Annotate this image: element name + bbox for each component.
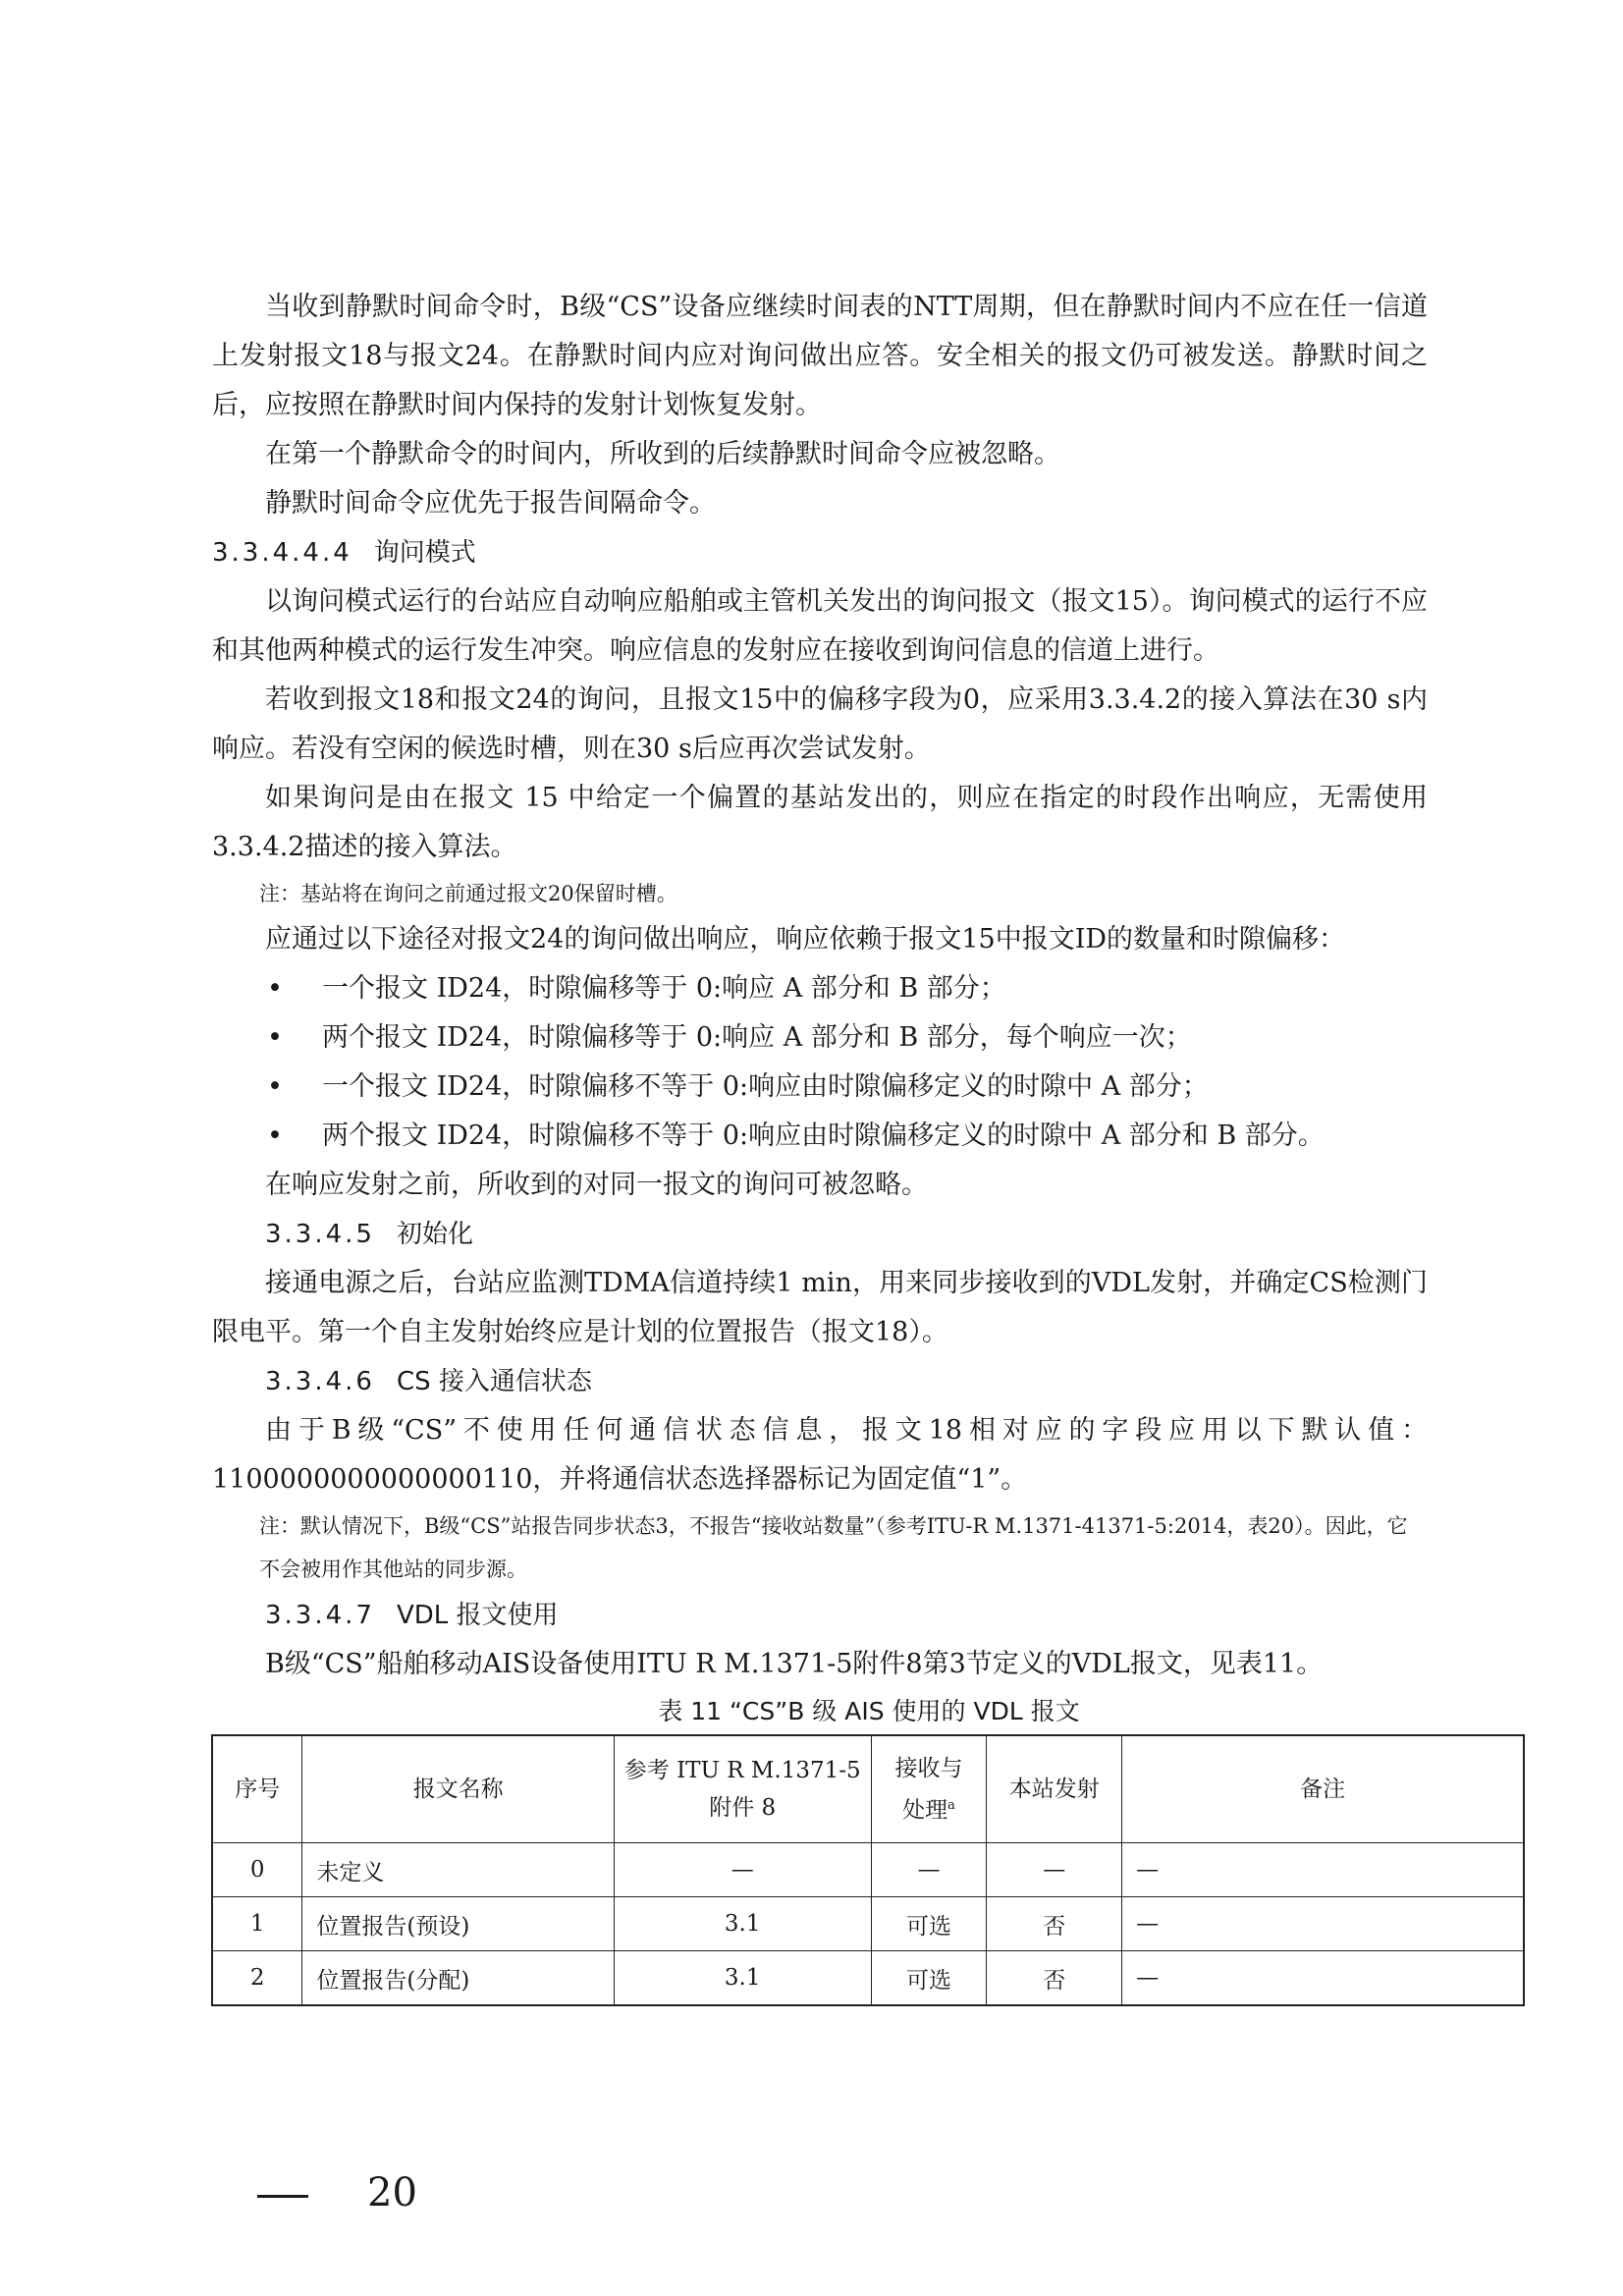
table-caption: 表 11 “CS”B 级 AIS 使用的 VDL 报文 <box>658 1697 1080 1725</box>
cell-name: 未定义 <box>302 1843 614 1897</box>
header-seq: 序号 <box>212 1735 302 1843</box>
list-item: • 一个报文 ID24，时隙偏移等于 0:响应 A 部分和 B 部分； <box>212 964 1428 1013</box>
list-item: • 一个报文 ID24，时隙偏移不等于 0:响应由时隙偏移定义的时隙中 A 部分； <box>212 1063 1428 1112</box>
table-row <box>212 1843 1524 1897</box>
paragraph: 在响应发射之前，所收到的对同一报文的询问可被忽略。 <box>265 1170 928 1200</box>
cell-remark: — <box>1122 1897 1524 1951</box>
section-number: 3.3.4.5 <box>265 1220 375 1249</box>
section-title: 初始化 <box>396 1220 473 1249</box>
cell-seq: 0 <box>212 1843 302 1897</box>
footnote-marker: a <box>947 1797 955 1813</box>
cell-name: 位置报告(预设) <box>302 1897 614 1951</box>
note: 注：默认情况下，B级“CS”站报告同步状态3，不报告“接收站数量”（参考ITU-R M.1371-41371-5:2014，表20）。因此，它不会被用作其他站的同步源。 <box>259 1514 1408 1581</box>
bullet-icon: • <box>267 973 283 1004</box>
bullet-icon: • <box>267 1071 283 1102</box>
table-row <box>212 1897 1524 1951</box>
cell-tx: — <box>987 1843 1122 1897</box>
cell-name: 位置报告(分配) <box>302 1951 614 2006</box>
paragraph: 由于B级“CS”不使用任何通信状态信息，报文18相对应的字段应用以下默认值：1100000000000000110，并将通信状态选择器标记为固定值“1”。 <box>212 1415 1428 1495</box>
section-number: 3.3.4.7 <box>265 1601 375 1630</box>
page-footer <box>257 2170 417 2215</box>
cell-seq: 2 <box>212 1951 302 2006</box>
table-header-row <box>212 1735 1524 1843</box>
note: 注：基站将在询问之前通过报文20保留时槽。 <box>259 882 677 905</box>
header-ref: 参考 ITU R M.1371-5 附件 8 <box>614 1735 871 1843</box>
table-row <box>212 1951 1524 2006</box>
cell-tx: 否 <box>987 1897 1122 1951</box>
list-item: • 两个报文 ID24，时隙偏移等于 0:响应 A 部分和 B 部分，每个响应一次； <box>212 1013 1428 1063</box>
page-content <box>212 283 1428 2006</box>
header-recv: 接收与 处理$^a$ <box>871 1735 987 1843</box>
cell-recv: 可选 <box>871 1897 987 1951</box>
table-wrapper <box>212 1734 1526 2006</box>
section-number: 3.3.4.4.4 <box>212 538 352 568</box>
page-number: 20 <box>367 2170 417 2215</box>
header-remark: 备注 <box>1122 1735 1524 1843</box>
cell-recv: 可选 <box>871 1951 987 2006</box>
section-heading-3-3-4-4-4 <box>212 528 1428 577</box>
paragraph: 如果询问是由在报文 15 中给定一个偏置的基站发出的，则应在指定的时段作出响应，无需使用3.3.4.2描述的接入算法。 <box>212 783 1428 862</box>
section-heading-3-3-4-7 <box>212 1591 1428 1640</box>
paragraph: 当收到静默时间命令时，B级“CS”设备应继续时间表的NTT周期，但在静默时间内不应在任一信道上发射报文18与报文24。在静默时间内应对询问做出应答。安全相关的报文仍可被发送。静默时间之后，应按照在静默时间内保持的发射计划恢复发射。 <box>212 292 1428 420</box>
paragraph: 在第一个静默命令的时间内，所收到的后续静默时间命令应被忽略。 <box>265 439 1060 469</box>
section-title: CS 接入通信状态 <box>396 1367 592 1396</box>
header-tx: 本站发射 <box>987 1735 1122 1843</box>
bullet-icon: • <box>267 1022 283 1053</box>
cell-tx: 否 <box>987 1951 1122 2006</box>
section-heading-3-3-4-6 <box>212 1357 1428 1406</box>
cell-ref: 3.1 <box>614 1897 871 1951</box>
cell-ref: — <box>614 1843 871 1897</box>
paragraph: 以询问模式运行的台站应自动响应船舶或主管机关发出的询问报文（报文15）。询问模式的运行不应和其他两种模式的运行发生冲突。响应信息的发射应在接收到询问信息的信道上进行。 <box>212 586 1428 666</box>
paragraph: 接通电源之后，台站应监测TDMA信道持续1 min，用来同步接收到的VDL发射，并确定CS检测门限电平。第一个自主发射始终应是计划的位置报告（报文18）。 <box>212 1268 1428 1347</box>
section-heading-3-3-4-5 <box>212 1210 1428 1259</box>
list-item: • 两个报文 ID24，时隙偏移不等于 0:响应由时隙偏移定义的时隙中 A 部分和 B 部分。 <box>212 1112 1428 1161</box>
section-title: VDL 报文使用 <box>396 1601 559 1630</box>
bullet-list <box>212 964 1428 1161</box>
footer-dash <box>257 2195 308 2198</box>
section-number: 3.3.4.6 <box>265 1367 375 1396</box>
cell-seq: 1 <box>212 1897 302 1951</box>
paragraph: 静默时间命令应优先于报告间隔命令。 <box>265 488 716 519</box>
vdl-message-table <box>211 1734 1525 2006</box>
cell-remark: — <box>1122 1843 1524 1897</box>
paragraph: 若收到报文18和报文24的询问，且报文15中的偏移字段为0，应采用3.3.4.2的接入算法在30 s内响应。若没有空闲的候选时槽，则在30 s后应再次尝试发射。 <box>212 684 1428 764</box>
bullet-icon: • <box>267 1121 283 1151</box>
cell-ref: 3.1 <box>614 1951 871 2006</box>
header-name: 报文名称 <box>302 1735 614 1843</box>
paragraph: 应通过以下途径对报文24的询问做出响应，响应依赖于报文15中报文ID的数量和时隙偏移： <box>265 924 1346 955</box>
cell-remark: — <box>1122 1951 1524 2006</box>
cell-recv: — <box>871 1843 987 1897</box>
paragraph: B级“CS”船舶移动AIS设备使用ITU R M.1371-5附件8第3节定义的VDL报文，见表11。 <box>265 1649 1324 1679</box>
section-title: 询问模式 <box>373 538 476 568</box>
